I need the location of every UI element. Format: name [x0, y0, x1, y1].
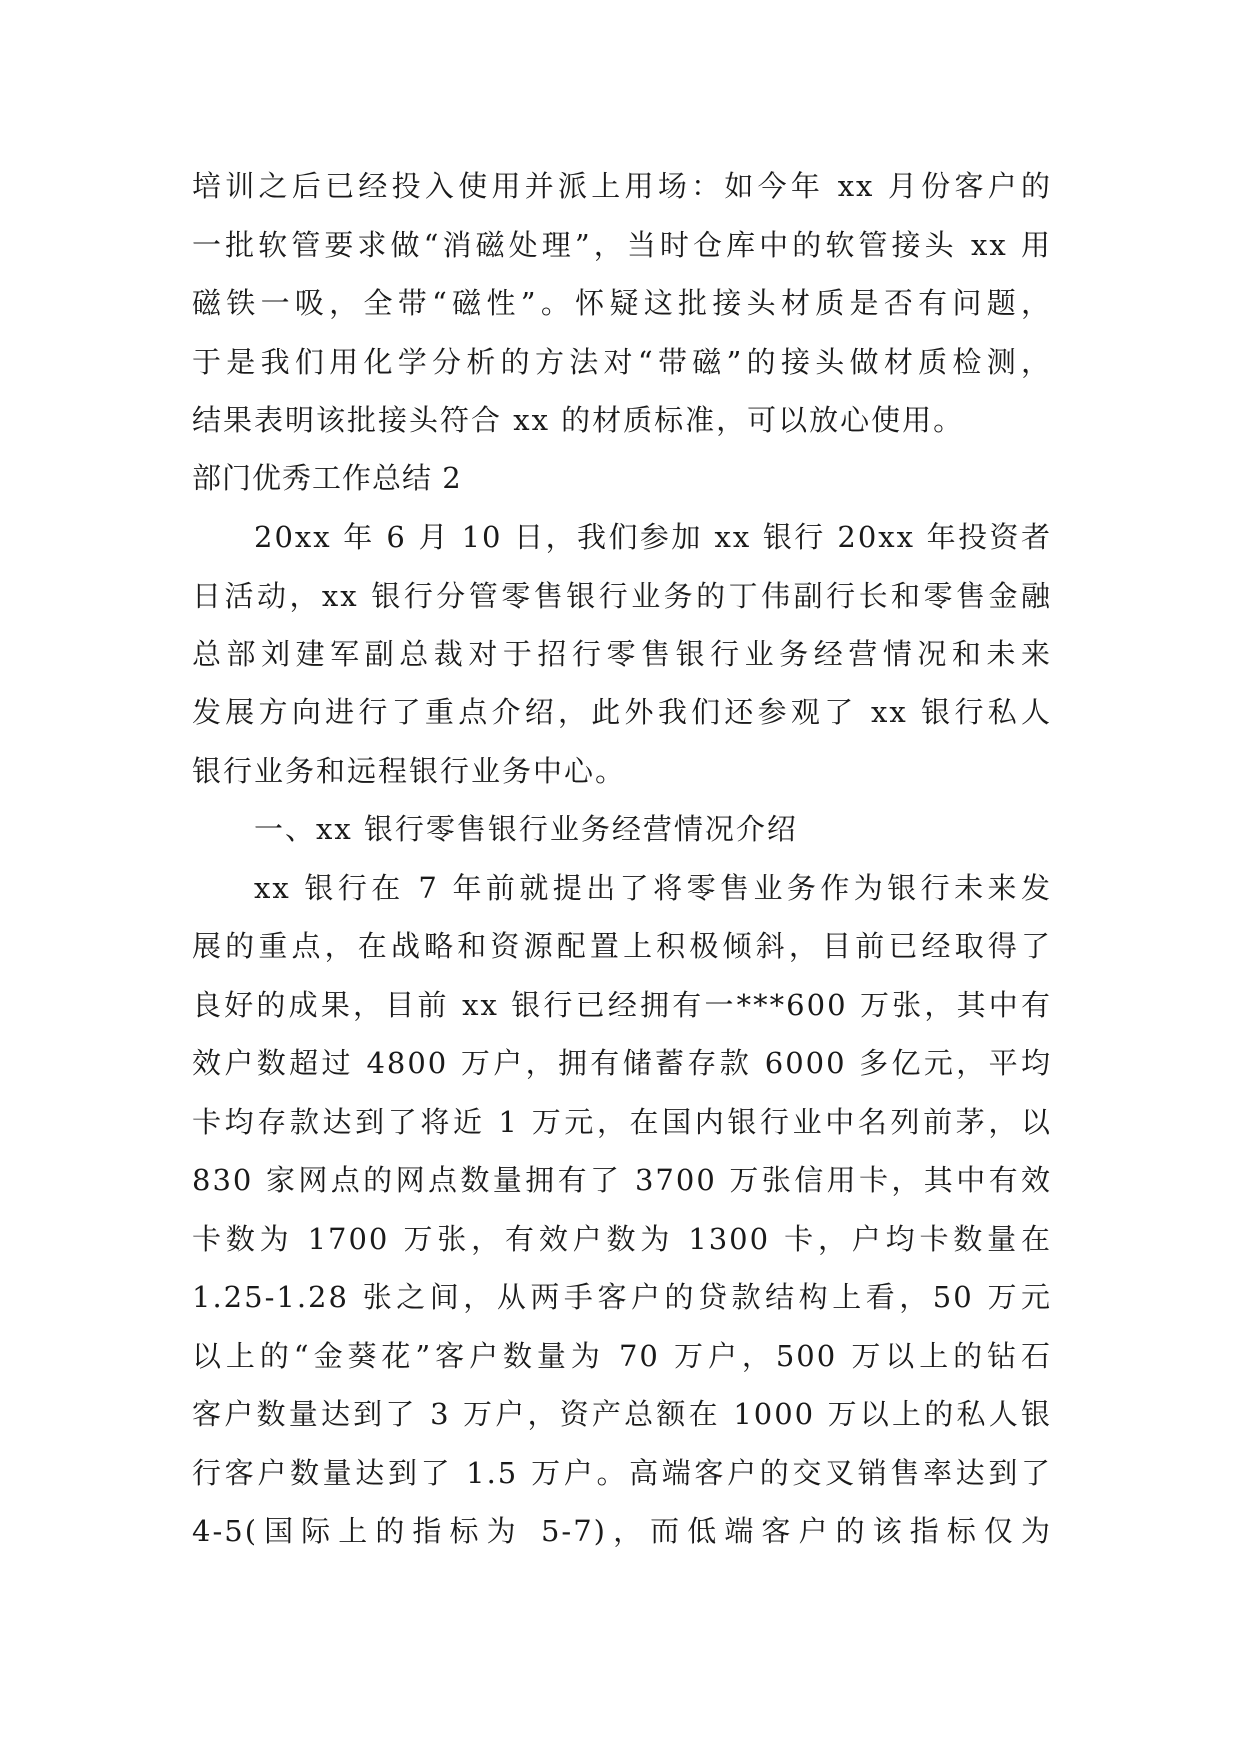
paragraph-line: 磁铁一吸，全带“磁性”。怀疑这批接头材质是否有问题，	[192, 286, 1052, 320]
paragraph-line: 效户数超过 4800 万户，拥有储蓄存款 6000 多亿元，平均	[192, 1046, 1052, 1080]
paragraph-line: 4-5(国际上的指标为 5-7)，而低端客户的该指标仅为	[192, 1514, 1052, 1548]
paragraph-line: 结果表明该批接头符合 xx 的材质标准，可以放心使用。	[192, 403, 965, 437]
paragraph-line: 良好的成果，目前 xx 银行已经拥有一***600 万张，其中有	[192, 988, 1052, 1022]
paragraph-line: 以上的“金葵花”客户数量为 70 万户，500 万以上的钻石	[192, 1339, 1052, 1373]
subsection-heading: 一、xx 银行零售银行业务经营情况介绍	[254, 812, 798, 846]
paragraph-line: 卡数为 1700 万张，有效户数为 1300 卡，户均卡数量在	[192, 1222, 1052, 1256]
paragraph-line: 830 家网点的网点数量拥有了 3700 万张信用卡，其中有效	[192, 1163, 1052, 1197]
section-title: 部门优秀工作总结 2	[192, 461, 462, 495]
paragraph-line: xx 银行在 7 年前就提出了将零售业务作为银行未来发	[254, 871, 1052, 905]
paragraph-line: 卡均存款达到了将近 1 万元，在国内银行业中名列前茅，以	[192, 1105, 1052, 1139]
paragraph-line: 客户数量达到了 3 万户，资产总额在 1000 万以上的私人银	[192, 1397, 1052, 1431]
paragraph-line: 1.25-1.28 张之间，从两手客户的贷款结构上看，50 万元	[192, 1280, 1052, 1314]
paragraph-line: 总部刘建军副总裁对于招行零售银行业务经营情况和未来	[192, 637, 1052, 671]
paragraph-line: 日活动，xx 银行分管零售银行业务的丁伟副行长和零售金融	[192, 579, 1052, 613]
paragraph-line: 银行业务和远程银行业务中心。	[192, 754, 627, 788]
paragraph-line: 培训之后已经投入使用并派上用场：如今年 xx 月份客户的	[192, 169, 1052, 203]
paragraph-line: 一批软管要求做“消磁处理”，当时仓库中的软管接头 xx 用	[192, 228, 1052, 262]
paragraph-line: 于是我们用化学分析的方法对“带磁”的接头做材质检测，	[192, 345, 1052, 379]
paragraph-line: 展的重点，在战略和资源配置上积极倾斜，目前已经取得了	[192, 929, 1052, 963]
paragraph-line: 20xx 年 6 月 10 日，我们参加 xx 银行 20xx 年投资者	[254, 520, 1052, 554]
paragraph-line: 行客户数量达到了 1.5 万户。高端客户的交叉销售率达到了	[192, 1456, 1052, 1490]
paragraph-line: 发展方向进行了重点介绍，此外我们还参观了 xx 银行私人	[192, 695, 1052, 729]
